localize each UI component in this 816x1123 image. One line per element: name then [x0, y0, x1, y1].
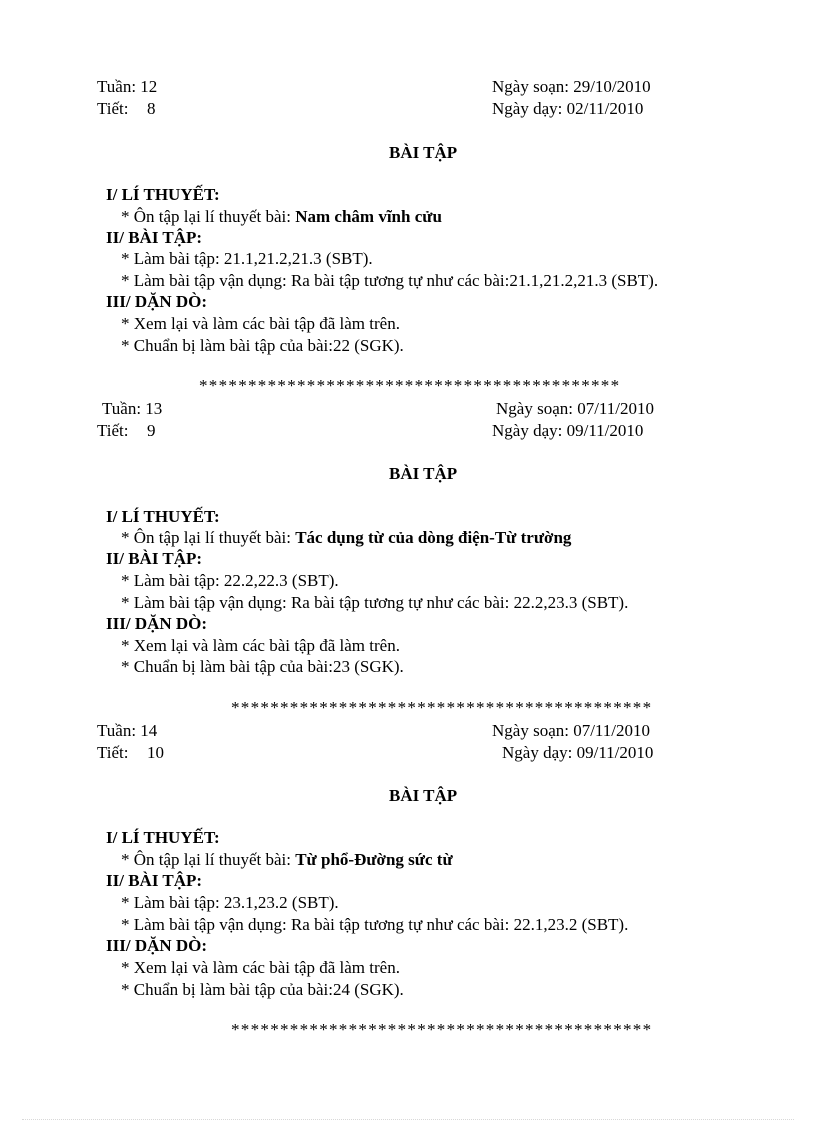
homework-item: * Chuẩn bị làm bài tập của bài:23 (SGK).	[121, 657, 404, 676]
theory-heading: I/ LÍ THUYẾT:	[106, 185, 220, 204]
exercises-heading: II/ BÀI TẬP:	[106, 228, 203, 247]
theory-topic: Nam châm vĩnh cửu	[295, 207, 442, 226]
period-value: 8	[147, 99, 156, 118]
theory-text: * Ôn tập lại lí thuyết bài:	[121, 850, 291, 869]
period-value: 10	[147, 743, 164, 762]
theory-text: * Ôn tập lại lí thuyết bài:	[121, 207, 291, 226]
section-separator: *******************************************	[231, 698, 653, 717]
homework-heading: III/ DẶN DÒ:	[106, 292, 208, 311]
theory-topic: Tác dụng từ của dòng điện-Từ trường	[295, 528, 572, 547]
lesson-title: BÀI TẬP	[389, 786, 458, 805]
homework-heading: III/ DẶN DÒ:	[106, 936, 208, 955]
theory-topic: Từ phổ-Đường sức từ	[295, 850, 453, 869]
week-label: Tuần: 13	[102, 399, 163, 418]
homework-item: * Xem lại và làm các bài tập đã làm trên.	[121, 636, 400, 655]
page-bottom-border	[22, 1119, 794, 1120]
period-value: 9	[147, 421, 156, 440]
period-label: Tiết:	[97, 421, 129, 440]
prep-date: Ngày soạn: 29/10/2010	[492, 77, 651, 96]
teach-date: Ngày dạy: 09/11/2010	[502, 743, 654, 762]
theory-line	[121, 527, 571, 548]
section-separator: *******************************************	[231, 1020, 653, 1039]
homework-item: * Xem lại và làm các bài tập đã làm trên.	[121, 958, 400, 977]
homework-heading: III/ DẶN DÒ:	[106, 614, 208, 633]
theory-line	[121, 206, 442, 227]
exercises-heading: II/ BÀI TẬP:	[106, 871, 203, 890]
period-label: Tiết:	[97, 743, 129, 762]
homework-item: * Chuẩn bị làm bài tập của bài:24 (SGK).	[121, 980, 404, 999]
theory-heading: I/ LÍ THUYẾT:	[106, 828, 220, 847]
teach-date: Ngày dạy: 09/11/2010	[492, 421, 644, 440]
theory-text: * Ôn tập lại lí thuyết bài:	[121, 528, 291, 547]
lesson-title: BÀI TẬP	[389, 143, 458, 162]
theory-heading: I/ LÍ THUYẾT:	[106, 507, 220, 526]
exercise-item: * Làm bài tập: 21.1,21.2,21.3 (SBT).	[121, 249, 373, 268]
exercises-heading: II/ BÀI TẬP:	[106, 549, 203, 568]
lesson-title: BÀI TẬP	[389, 464, 458, 483]
week-label: Tuần: 12	[97, 77, 158, 96]
homework-item: * Chuẩn bị làm bài tập của bài:22 (SGK).	[121, 336, 404, 355]
section-separator: *******************************************	[199, 376, 621, 395]
prep-date: Ngày soạn: 07/11/2010	[496, 399, 655, 418]
prep-date: Ngày soạn: 07/11/2010	[492, 721, 651, 740]
theory-line	[121, 849, 453, 870]
period-label: Tiết:	[97, 99, 129, 118]
exercise-item: * Làm bài tập: 23.1,23.2 (SBT).	[121, 893, 339, 912]
exercise-item: * Làm bài tập vận dụng: Ra bài tập tương tự như các bài:21.1,21.2,21.3 (SBT).	[121, 271, 659, 290]
homework-item: * Xem lại và làm các bài tập đã làm trên.	[121, 314, 400, 333]
exercise-item: * Làm bài tập vận dụng: Ra bài tập tương tự như các bài: 22.1,23.2 (SBT).	[121, 915, 629, 934]
week-label: Tuần: 14	[97, 721, 158, 740]
teach-date: Ngày dạy: 02/11/2010	[492, 99, 644, 118]
exercise-item: * Làm bài tập vận dụng: Ra bài tập tương tự như các bài: 22.2,23.3 (SBT).	[121, 593, 629, 612]
exercise-item: * Làm bài tập: 22.2,22.3 (SBT).	[121, 571, 339, 590]
